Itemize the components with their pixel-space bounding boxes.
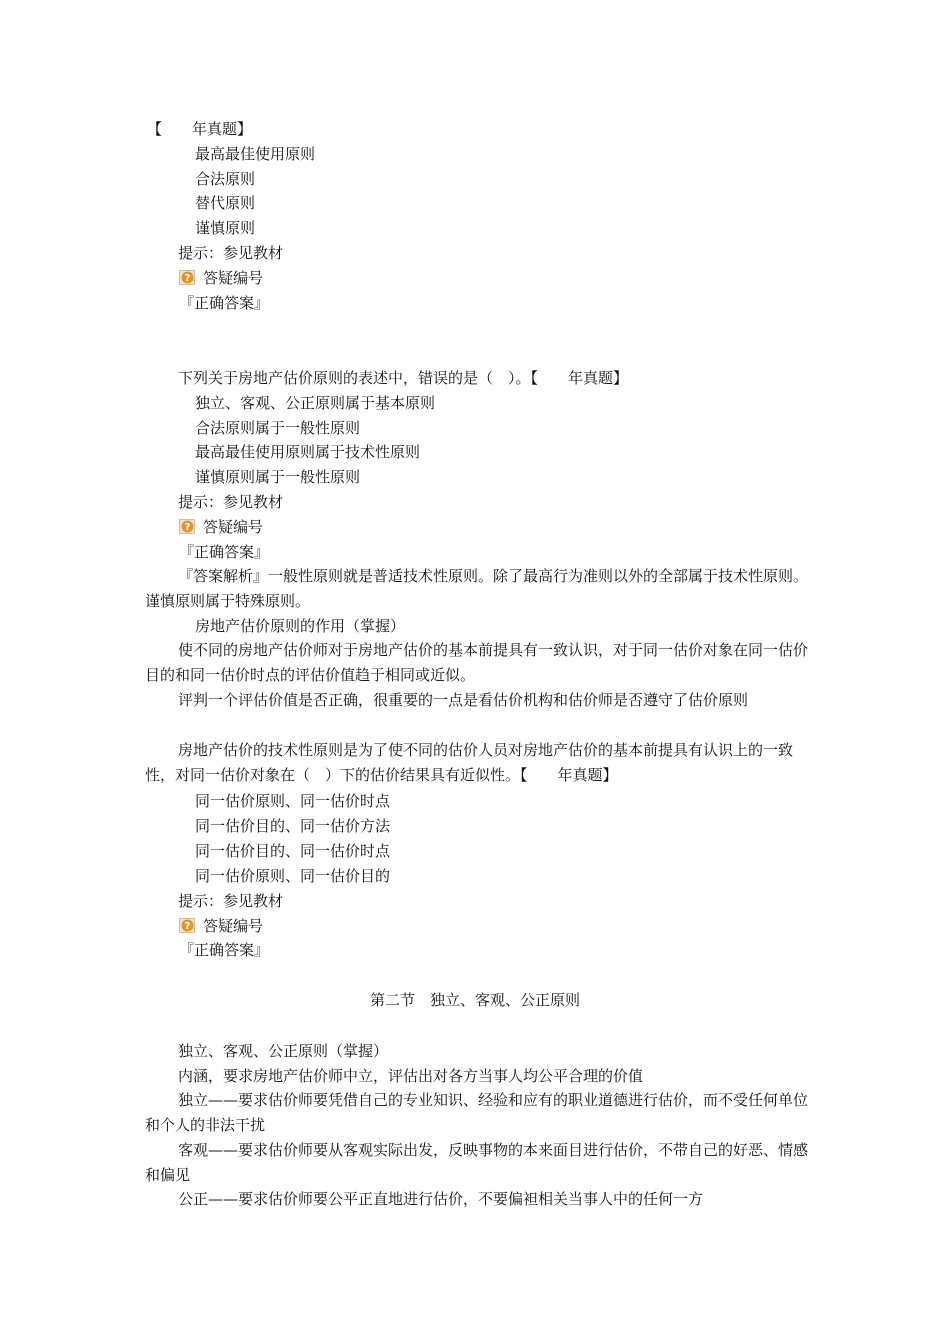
q2-qa-label[interactable]: 答疑编号 bbox=[203, 518, 264, 536]
q2-hint: 提示：参见教材 bbox=[178, 493, 284, 511]
q2-option-d: 谨慎原则属于一般性原则 bbox=[195, 468, 361, 486]
svg-text:?: ? bbox=[184, 522, 191, 533]
q1-option-c: 替代原则 bbox=[195, 194, 256, 212]
q1-option-d: 谨慎原则 bbox=[195, 219, 256, 237]
section2-independent: 独立——要求估价师要凭借自己的专业知识、经验和应有的职业道德进行估价，而不受任何单位和个人的非法干扰 bbox=[145, 1091, 809, 1134]
svg-text:?: ? bbox=[184, 921, 191, 932]
q3-option-d: 同一估价原则、同一估价目的 bbox=[195, 867, 391, 885]
q2-qa-row[interactable] bbox=[179, 517, 263, 537]
role-para-2: 评判一个评估价值是否正确，很重要的一点是看估价机构和估价师是否遵守了估价原则 bbox=[178, 691, 749, 709]
q2-answer-label: 『正确答案』 bbox=[179, 543, 270, 561]
q1-qa-row[interactable] bbox=[179, 268, 263, 288]
q2-analysis: 『答案解析』一般性原则就是普适技术性原则。除了最高行为准则以外的全部属于技术性原则。谨慎原则属于特殊原则。 bbox=[145, 567, 809, 610]
q3-hint: 提示：参见教材 bbox=[178, 892, 284, 910]
question-mark-icon bbox=[179, 519, 195, 534]
q3-answer-label: 『正确答案』 bbox=[179, 941, 270, 959]
role-heading: 房地产估价原则的作用（掌握） bbox=[195, 617, 406, 635]
q2-option-b: 合法原则属于一般性原则 bbox=[195, 419, 361, 437]
q2-stem: 下列关于房地产估价原则的表述中，错误的是（ ）。【 年真题】 bbox=[178, 369, 629, 387]
q2-option-c: 最高最佳使用原则属于技术性原则 bbox=[195, 443, 421, 461]
q1-hint: 提示：参见教材 bbox=[178, 244, 284, 262]
section2-connotation: 内涵，要求房地产估价师中立，评估出对各方当事人均公平合理的价值 bbox=[178, 1067, 644, 1085]
question-mark-icon bbox=[179, 270, 195, 285]
q2-option-a: 独立、客观、公正原则属于基本原则 bbox=[195, 394, 436, 412]
q1-answer-label: 『正确答案』 bbox=[179, 294, 270, 312]
section2-fair: 公正——要求估价师要公平正直地进行估价，不要偏袒相关当事人中的任何一方 bbox=[178, 1190, 704, 1208]
role-para-1: 使不同的房地产估价师对于房地产估价的基本前提具有一致认识，对于同一估价对象在同一估价目的和同一估价时点的评估价值趋于相同或近似。 bbox=[145, 641, 809, 684]
section-title: 第二节 独立、客观、公正原则 bbox=[369, 991, 580, 1009]
svg-text:?: ? bbox=[184, 273, 191, 284]
q3-option-c: 同一估价目的、同一估价时点 bbox=[195, 842, 391, 860]
q3-stem: 房地产估价的技术性原则是为了使不同的估价人员对房地产估价的基本前提具有认识上的一致性，对同一估价对象在（ ）下的估价结果具有近似性。【 年真题】 bbox=[145, 741, 794, 784]
q3-option-b: 同一估价目的、同一估价方法 bbox=[195, 817, 391, 835]
question-mark-icon bbox=[179, 918, 195, 933]
q3-qa-label[interactable]: 答疑编号 bbox=[203, 917, 264, 935]
section2-heading: 独立、客观、公正原则（掌握） bbox=[178, 1042, 389, 1060]
q3-option-a: 同一估价原则、同一估价时点 bbox=[195, 792, 391, 810]
section2-objective: 客观——要求估价师要从客观实际出发，反映事物的本来面目进行估价，不带自己的好恶、情感和偏见 bbox=[145, 1141, 809, 1184]
q1-option-b: 合法原则 bbox=[195, 170, 256, 188]
q1-source-tag: 【 年真题】 bbox=[147, 120, 253, 138]
q1-option-a: 最高最佳使用原则 bbox=[195, 145, 316, 163]
q1-qa-label[interactable]: 答疑编号 bbox=[203, 269, 264, 287]
q3-qa-row[interactable] bbox=[179, 916, 263, 936]
